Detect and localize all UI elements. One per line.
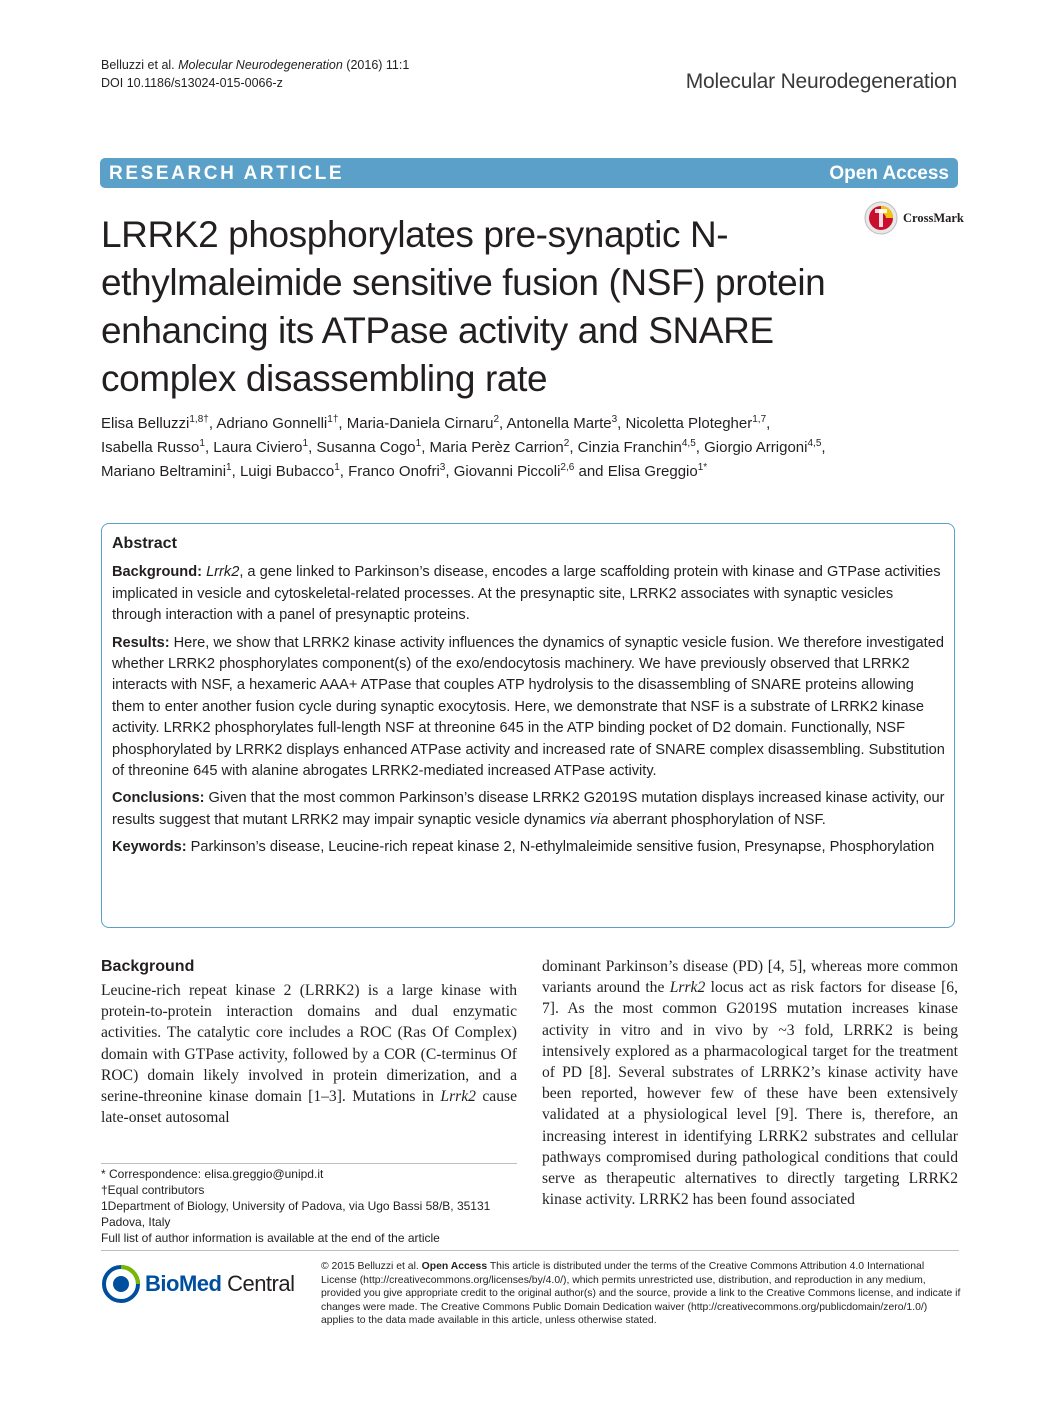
citation-journal: Molecular Neurodegeneration (178, 58, 343, 72)
citation-volume: (2016) 11:1 (342, 58, 410, 72)
citation-authors: Belluzzi et al. (101, 58, 175, 72)
body-right-column (542, 956, 958, 1210)
conclusions-text-end: aberrant phosphorylation of NSF. (608, 811, 826, 828)
body-paragraph (101, 980, 517, 1128)
background-label: Background: (112, 564, 202, 581)
citation-block (101, 56, 409, 92)
article-title: LRRK2 phosphorylates pre-synaptic N-ethylmaleimide sensitive fusion (NSF) protein enhancing its ATPase activity and SNARE complex disassembling rate (101, 214, 826, 399)
copyright: © 2015 Belluzzi et al. (321, 1261, 422, 1272)
abstract (112, 533, 946, 865)
abstract-results (112, 633, 946, 783)
biomed-central-icon (101, 1264, 141, 1304)
abstract-keywords (112, 837, 946, 858)
section-heading: Background (101, 958, 195, 975)
results-label: Results: (112, 634, 170, 651)
crossmark-label: CrossMark (903, 210, 964, 225)
crossmark-icon (864, 201, 898, 235)
body-left-column (101, 956, 517, 1128)
footnote-divider (101, 1163, 517, 1164)
keywords-label: Keywords: (112, 839, 187, 856)
open-access-bold: Open Access (421, 1261, 488, 1272)
citation-line (101, 56, 409, 74)
background-text: , a gene linked to Parkinson’s disease, encodes a large scaffolding protein with kinase and GTPase activities implicated in vesicle and cytoskeletal-related processes. At the presynaptic site, LRRK2 associates with synaptic vesicles through interaction with a panel of presynaptic proteins. (112, 564, 941, 624)
article-type-label: RESEARCH ARTICLE (109, 163, 345, 184)
author-line: Mariano Beltramini$^1$, Luigi Bubacco$^1$, Franco Onofri$^3$, Giovanni Piccoli$^{2,6}$ and Elisa Greggio$^{1*}$ (101, 462, 708, 480)
body-text: locus act as risk factors for disease [6, 7]. As the most common G2019S mutation increases kinase activity in vitro and in vivo by ~3 fold, LRRK2 is being intensively explored as a pharmacological target for the treatment of PD [8]. Several substrates of LRRK2’s kinase activity have been reported, however few of these have been extensively validated at a physiological level [9]. There is, therefore, an increasing interest in identifying LRRK2 substrates and cellular pathways compromised during pathological conditions that could serve as therapeutic alternatives to directly targeting LRRK2 kinase activity. LRRK2 has been found associated (542, 979, 959, 1209)
footnotes (101, 1166, 521, 1246)
conclusions-via: via (589, 811, 609, 828)
footer-divider (101, 1250, 959, 1251)
license-body: This article is distributed under the terms of the Creative Commons Attribution 4.0 International License (http://creativecommons.org/licenses/by/4.0/), which permits unrestricted use, distribution, and reproduction in any medium, provided you give appropriate credit to the original author(s) and the source, provide a link to the Creative Commons license, and indicate if changes were made. The Creative Commons Public Domain Dedication waiver (http://creativecommons.org/publicdomain/zero/1.0/) applies to the data made available in this article, unless otherwise stated. (321, 1261, 961, 1327)
body-text: cause late-onset autosomal (101, 1088, 517, 1127)
wordmark-central: Central (221, 1271, 295, 1296)
author-list (101, 412, 961, 484)
correspondence: * Correspondence: elisa.greggio@unipd.it (101, 1167, 324, 1181)
crossmark-badge[interactable] (864, 200, 964, 236)
doi[interactable]: DOI 10.1186/s13024-015-0066-z (101, 76, 283, 90)
gene-name: Lrrk2 (440, 1088, 476, 1106)
equal-contributors: †Equal contributors (101, 1183, 205, 1197)
body-paragraph (542, 956, 958, 1210)
conclusions-text: Given that the most common Parkinson’s disease LRRK2 G2019S mutation displays increased kinase activity, our results suggest that mutant LRRK2 may impair synaptic vesicle dynamics (112, 790, 945, 828)
journal-name: Molecular Neurodegeneration (685, 70, 957, 93)
gene-name: Lrrk2 (206, 564, 240, 581)
conclusions-label: Conclusions: (112, 790, 205, 807)
wordmark-med: Med (178, 1271, 222, 1296)
affiliation: 1Department of Biology, University of Padova, via Ugo Bassi 58/B, 35131 Padova, Italy (101, 1199, 491, 1229)
abstract-background (112, 562, 946, 626)
gene-name: Lrrk2 (669, 979, 706, 997)
abstract-heading: Abstract (112, 535, 177, 552)
body-text: Leucine-rich repeat kinase 2 (LRRK2) is a large kinase with protein-to-protein interaction domains and dual enzymatic activities. The catalytic core includes a ROC (Ras Of Complex) domain with GTPase activity, followed by a COR (C-terminus Of ROC) domain likely involved in protein dimerization, and a serine-threonine kinase domain [1–3]. Mutations in (101, 982, 517, 1106)
keywords-text: Parkinson’s disease, Leucine-rich repeat kinase 2, N-ethylmaleimide sensitive fusion, Presynapse, Phosphorylation (186, 839, 935, 856)
body-text: dominant Parkinson’s disease (PD) [4, 5], whereas more common variants around the (542, 958, 958, 997)
author-line: Elisa Belluzzi$^{1,8\dagger}$, Adriano Gonnelli$^{1\dagger}$, Maria-Daniela Cirnaru$^2$, Antonella Marte$^3$, Nicoletta Plotegher$^{1,7}$, (101, 414, 771, 432)
open-access-label: Open Access (829, 163, 949, 184)
biomed-central-wordmark (145, 1271, 295, 1297)
results-text: Here, we show that LRRK2 kinase activity influences the dynamics of synaptic vesicle fusion. We therefore investigated whether LRRK2 phosphorylates component(s) of the exo/endocytosis machinery. We have previously observed that LRRK2 interacts with NSF, a hexameric AAA+ ATPase that couples ATP hydrolysis to the disassembling of SNARE proteins allowing them to enter another fusion cycle during synaptic exocytosis. Here, we demonstrate that NSF is a substrate of LRRK2 kinase activity. LRRK2 phosphorylates full-length NSF at threonine 645 in the ATP binding pocket of D2 domain. Functionally, NSF phosphorylated by LRRK2 displays enhanced ATPase activity and increased rate of SNARE complex disassembling. Substitution of threonine 645 with alanine abrogates LRRK2-mediated increased ATPase activity. (112, 634, 945, 780)
biomed-central-logo[interactable] (101, 1264, 295, 1304)
license-text (321, 1260, 961, 1328)
article-type-bar (100, 158, 958, 188)
author-line: Isabella Russo$^1$, Laura Civiero$^1$, Susanna Cogo$^1$, Maria Perèz Carrion$^2$, Cinzia Franchin$^{4,5}$, Giorgio Arrigoni$^{4,5}$, (101, 438, 826, 456)
abstract-conclusions (112, 788, 946, 831)
full-author-info: Full list of author information is available at the end of the article (101, 1231, 440, 1245)
wordmark-bio: Bio (145, 1271, 179, 1296)
